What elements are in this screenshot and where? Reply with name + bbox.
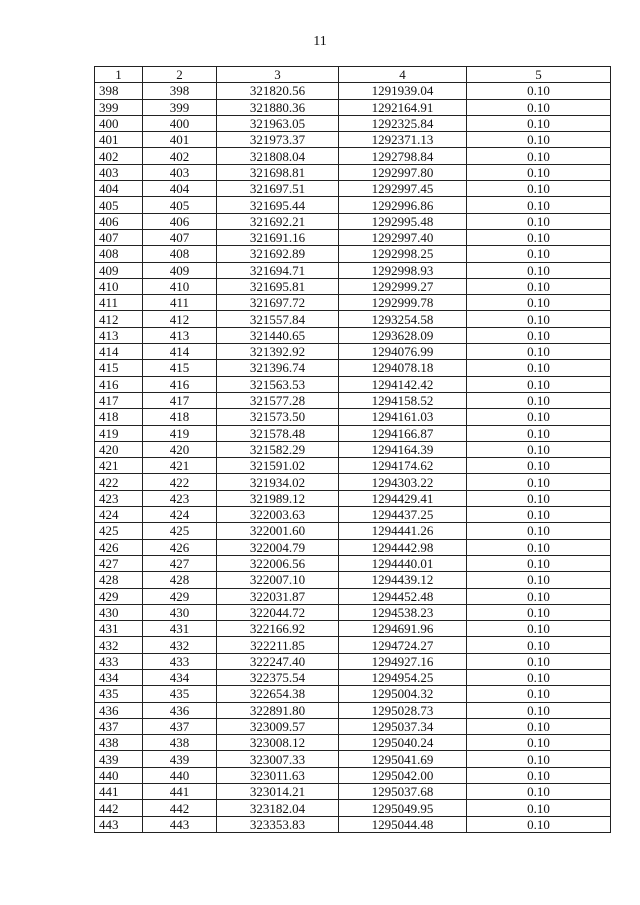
table-cell: 443 [143, 816, 217, 832]
table-row [95, 278, 611, 294]
table-cell: 408 [143, 246, 217, 262]
table-cell: 323353.83 [217, 816, 339, 832]
table-cell: 0.10 [467, 327, 611, 343]
table-cell: 1294429.41 [339, 490, 467, 506]
table-row [95, 441, 611, 457]
table-cell: 1292998.25 [339, 246, 467, 262]
table-cell: 0.10 [467, 213, 611, 229]
table-cell: 441 [95, 784, 143, 800]
table-cell: 321963.05 [217, 115, 339, 131]
table-cell: 0.10 [467, 572, 611, 588]
table-cell: 0.10 [467, 115, 611, 131]
table-cell: 321396.74 [217, 360, 339, 376]
table-header-row [95, 67, 611, 83]
table-cell: 321691.16 [217, 229, 339, 245]
table-cell: 443 [95, 816, 143, 832]
table-cell: 438 [95, 735, 143, 751]
table-cell: 432 [143, 637, 217, 653]
table-row [95, 784, 611, 800]
table-cell: 322007.10 [217, 572, 339, 588]
table-cell: 424 [143, 507, 217, 523]
table-cell: 419 [143, 425, 217, 441]
table-row [95, 376, 611, 392]
table-cell: 323008.12 [217, 735, 339, 751]
table-cell: 1294691.96 [339, 621, 467, 637]
table-cell: 0.10 [467, 148, 611, 164]
table-cell: 437 [143, 718, 217, 734]
table-cell: 322211.85 [217, 637, 339, 653]
table-cell: 1294724.27 [339, 637, 467, 653]
table-cell: 407 [143, 229, 217, 245]
table-cell: 430 [143, 604, 217, 620]
table-cell: 0.10 [467, 816, 611, 832]
table-cell: 1294927.16 [339, 653, 467, 669]
table-cell: 437 [95, 718, 143, 734]
column-header: 5 [467, 67, 611, 83]
table-cell: 415 [95, 360, 143, 376]
table-cell: 428 [95, 572, 143, 588]
table-cell: 421 [95, 458, 143, 474]
table-cell: 1292995.48 [339, 213, 467, 229]
table-row [95, 360, 611, 376]
table-cell: 408 [95, 246, 143, 262]
table-cell: 1294442.98 [339, 539, 467, 555]
table-cell: 0.10 [467, 409, 611, 425]
table-cell: 401 [95, 132, 143, 148]
table-cell: 321880.36 [217, 99, 339, 115]
table-cell: 427 [143, 555, 217, 571]
table-cell: 398 [95, 83, 143, 99]
table-cell: 412 [95, 311, 143, 327]
coordinates-table [94, 66, 611, 833]
table-cell: 425 [143, 523, 217, 539]
table-cell: 420 [95, 441, 143, 457]
table-row [95, 653, 611, 669]
table-cell: 406 [95, 213, 143, 229]
table-cell: 0.10 [467, 751, 611, 767]
table-body [95, 83, 611, 833]
table-cell: 0.10 [467, 458, 611, 474]
table-cell: 402 [95, 148, 143, 164]
table-row [95, 718, 611, 734]
table-cell: 1294452.48 [339, 588, 467, 604]
table-cell: 439 [143, 751, 217, 767]
table-cell: 321692.21 [217, 213, 339, 229]
table-row [95, 800, 611, 816]
table-cell: 440 [95, 767, 143, 783]
table-row [95, 588, 611, 604]
table-cell: 422 [95, 474, 143, 490]
table-cell: 322006.56 [217, 555, 339, 571]
table-cell: 432 [95, 637, 143, 653]
table-cell: 0.10 [467, 262, 611, 278]
table-cell: 321573.50 [217, 409, 339, 425]
table-cell: 0.10 [467, 246, 611, 262]
table-cell: 410 [95, 278, 143, 294]
page-number: 11 [313, 34, 327, 49]
table-row [95, 295, 611, 311]
table-cell: 417 [143, 392, 217, 408]
table-cell: 416 [95, 376, 143, 392]
table-cell: 321820.56 [217, 83, 339, 99]
table-cell: 1292999.78 [339, 295, 467, 311]
table-cell: 322003.63 [217, 507, 339, 523]
table-cell: 415 [143, 360, 217, 376]
table-cell: 321697.51 [217, 181, 339, 197]
table-cell: 1292164.91 [339, 99, 467, 115]
table-cell: 1292997.40 [339, 229, 467, 245]
table-row [95, 392, 611, 408]
table-row [95, 83, 611, 99]
table-cell: 0.10 [467, 376, 611, 392]
table-row [95, 262, 611, 278]
table-cell: 422 [143, 474, 217, 490]
table-cell: 414 [143, 344, 217, 360]
table-cell: 441 [143, 784, 217, 800]
table-row [95, 197, 611, 213]
table-cell: 405 [143, 197, 217, 213]
table-cell: 321591.02 [217, 458, 339, 474]
table-row [95, 735, 611, 751]
table-cell: 429 [143, 588, 217, 604]
table-cell: 403 [143, 164, 217, 180]
table-row [95, 767, 611, 783]
table-cell: 427 [95, 555, 143, 571]
table-cell: 0.10 [467, 604, 611, 620]
table-cell: 435 [143, 686, 217, 702]
table-cell: 0.10 [467, 523, 611, 539]
table-cell: 436 [95, 702, 143, 718]
table-cell: 0.10 [467, 718, 611, 734]
table-cell: 323014.21 [217, 784, 339, 800]
table-cell: 323009.57 [217, 718, 339, 734]
table-cell: 0.10 [467, 360, 611, 376]
table-cell: 407 [95, 229, 143, 245]
table-cell: 1292371.13 [339, 132, 467, 148]
table-row [95, 246, 611, 262]
table-cell: 428 [143, 572, 217, 588]
table-cell: 409 [95, 262, 143, 278]
table-cell: 403 [95, 164, 143, 180]
table-cell: 1295049.95 [339, 800, 467, 816]
table-cell: 0.10 [467, 800, 611, 816]
table-cell: 423 [143, 490, 217, 506]
table-cell: 0.10 [467, 132, 611, 148]
table-cell: 431 [95, 621, 143, 637]
table-cell: 321934.02 [217, 474, 339, 490]
table-row [95, 458, 611, 474]
table-cell: 440 [143, 767, 217, 783]
table-cell: 431 [143, 621, 217, 637]
table-row [95, 751, 611, 767]
table-cell: 414 [95, 344, 143, 360]
table-row [95, 686, 611, 702]
table-cell: 411 [143, 295, 217, 311]
table-row [95, 523, 611, 539]
table-cell: 321695.44 [217, 197, 339, 213]
table-cell: 321392.92 [217, 344, 339, 360]
table-cell: 0.10 [467, 767, 611, 783]
table-cell: 321578.48 [217, 425, 339, 441]
table-cell: 0.10 [467, 669, 611, 685]
table-row [95, 409, 611, 425]
table-cell: 418 [143, 409, 217, 425]
table-cell: 423 [95, 490, 143, 506]
table-cell: 413 [143, 327, 217, 343]
table-cell: 0.10 [467, 474, 611, 490]
table-cell: 0.10 [467, 637, 611, 653]
table-cell: 322891.80 [217, 702, 339, 718]
table-row [95, 702, 611, 718]
table-cell: 434 [95, 669, 143, 685]
table-cell: 1295044.48 [339, 816, 467, 832]
table-row [95, 490, 611, 506]
table-cell: 1294441.26 [339, 523, 467, 539]
table-cell: 1294076.99 [339, 344, 467, 360]
table-cell: 1295041.69 [339, 751, 467, 767]
table-cell: 404 [95, 181, 143, 197]
table-cell: 418 [95, 409, 143, 425]
table-cell: 426 [143, 539, 217, 555]
table-cell: 0.10 [467, 311, 611, 327]
table-cell: 1294164.39 [339, 441, 467, 457]
table-cell: 1294174.62 [339, 458, 467, 474]
table-cell: 0.10 [467, 295, 611, 311]
table-cell: 1294078.18 [339, 360, 467, 376]
table-cell: 398 [143, 83, 217, 99]
table-cell: 399 [95, 99, 143, 115]
table-cell: 1293254.58 [339, 311, 467, 327]
table-cell: 400 [95, 115, 143, 131]
table-cell: 401 [143, 132, 217, 148]
table-cell: 0.10 [467, 588, 611, 604]
table-cell: 321694.71 [217, 262, 339, 278]
table-cell: 406 [143, 213, 217, 229]
table-cell: 321582.29 [217, 441, 339, 457]
table-row [95, 604, 611, 620]
table-cell: 412 [143, 311, 217, 327]
column-header: 4 [339, 67, 467, 83]
table-row [95, 507, 611, 523]
table-cell: 322247.40 [217, 653, 339, 669]
table-cell: 420 [143, 441, 217, 457]
table-cell: 0.10 [467, 539, 611, 555]
table-cell: 1291939.04 [339, 83, 467, 99]
table-row [95, 572, 611, 588]
table-cell: 1292325.84 [339, 115, 467, 131]
table-cell: 321973.37 [217, 132, 339, 148]
table-cell: 410 [143, 278, 217, 294]
table-row [95, 344, 611, 360]
table-cell: 1294440.01 [339, 555, 467, 571]
table-cell: 0.10 [467, 702, 611, 718]
table-cell: 429 [95, 588, 143, 604]
table-row [95, 115, 611, 131]
table-cell: 1294954.25 [339, 669, 467, 685]
table-cell: 321557.84 [217, 311, 339, 327]
table-cell: 323182.04 [217, 800, 339, 816]
table-cell: 321808.04 [217, 148, 339, 164]
table-cell: 321440.65 [217, 327, 339, 343]
table-cell: 411 [95, 295, 143, 311]
coordinates-table-container [94, 66, 610, 833]
column-header: 3 [217, 67, 339, 83]
table-cell: 0.10 [467, 181, 611, 197]
table-cell: 322004.79 [217, 539, 339, 555]
table-row [95, 637, 611, 653]
table-cell: 1292798.84 [339, 148, 467, 164]
table-row [95, 164, 611, 180]
table-cell: 404 [143, 181, 217, 197]
column-header: 1 [95, 67, 143, 83]
table-cell: 1294161.03 [339, 409, 467, 425]
table-cell: 0.10 [467, 735, 611, 751]
table-cell: 322654.38 [217, 686, 339, 702]
table-cell: 405 [95, 197, 143, 213]
table-cell: 1295040.24 [339, 735, 467, 751]
table-cell: 0.10 [467, 164, 611, 180]
table-cell: 416 [143, 376, 217, 392]
table-cell: 1295037.68 [339, 784, 467, 800]
table-cell: 425 [95, 523, 143, 539]
table-cell: 421 [143, 458, 217, 474]
table-cell: 0.10 [467, 621, 611, 637]
table-cell: 0.10 [467, 784, 611, 800]
table-cell: 1294437.25 [339, 507, 467, 523]
table-cell: 426 [95, 539, 143, 555]
table-row [95, 327, 611, 343]
table-cell: 321698.81 [217, 164, 339, 180]
table-cell: 417 [95, 392, 143, 408]
table-row [95, 474, 611, 490]
table-cell: 321692.89 [217, 246, 339, 262]
table-cell: 1292998.93 [339, 262, 467, 278]
table-row [95, 555, 611, 571]
table-cell: 424 [95, 507, 143, 523]
table-cell: 1294158.52 [339, 392, 467, 408]
table-row [95, 148, 611, 164]
table-cell: 433 [95, 653, 143, 669]
table-row [95, 181, 611, 197]
table-cell: 323007.33 [217, 751, 339, 767]
table-cell: 1295037.34 [339, 718, 467, 734]
table-cell: 1294166.87 [339, 425, 467, 441]
table-cell: 0.10 [467, 507, 611, 523]
table-row [95, 669, 611, 685]
table-cell: 1293628.09 [339, 327, 467, 343]
table-cell: 0.10 [467, 229, 611, 245]
table-cell: 1294303.22 [339, 474, 467, 490]
table-cell: 0.10 [467, 441, 611, 457]
table-cell: 439 [95, 751, 143, 767]
table-cell: 1292996.86 [339, 197, 467, 213]
table-row [95, 539, 611, 555]
table-row [95, 229, 611, 245]
table-cell: 430 [95, 604, 143, 620]
table-cell: 0.10 [467, 555, 611, 571]
table-cell: 438 [143, 735, 217, 751]
table-cell: 413 [95, 327, 143, 343]
table-cell: 434 [143, 669, 217, 685]
table-cell: 435 [95, 686, 143, 702]
table-cell: 321577.28 [217, 392, 339, 408]
table-cell: 442 [95, 800, 143, 816]
table-row [95, 425, 611, 441]
table-cell: 0.10 [467, 278, 611, 294]
table-cell: 433 [143, 653, 217, 669]
table-row [95, 621, 611, 637]
table-cell: 1295004.32 [339, 686, 467, 702]
table-cell: 399 [143, 99, 217, 115]
table-row [95, 213, 611, 229]
table-cell: 323011.63 [217, 767, 339, 783]
table-cell: 0.10 [467, 653, 611, 669]
table-cell: 402 [143, 148, 217, 164]
table-cell: 322375.54 [217, 669, 339, 685]
table-cell: 1294142.42 [339, 376, 467, 392]
table-row [95, 99, 611, 115]
table-cell: 0.10 [467, 197, 611, 213]
table-cell: 0.10 [467, 392, 611, 408]
table-cell: 322166.92 [217, 621, 339, 637]
table-cell: 0.10 [467, 99, 611, 115]
table-cell: 400 [143, 115, 217, 131]
table-cell: 322031.87 [217, 588, 339, 604]
column-header: 2 [143, 67, 217, 83]
table-cell: 0.10 [467, 83, 611, 99]
table-cell: 442 [143, 800, 217, 816]
table-cell: 1292997.45 [339, 181, 467, 197]
table-cell: 0.10 [467, 425, 611, 441]
table-cell: 322044.72 [217, 604, 339, 620]
table-cell: 436 [143, 702, 217, 718]
table-row [95, 132, 611, 148]
table-cell: 409 [143, 262, 217, 278]
table-cell: 321563.53 [217, 376, 339, 392]
table-cell: 1295028.73 [339, 702, 467, 718]
table-cell: 1292997.80 [339, 164, 467, 180]
table-cell: 321989.12 [217, 490, 339, 506]
table-cell: 1294538.23 [339, 604, 467, 620]
table-cell: 1295042.00 [339, 767, 467, 783]
table-cell: 0.10 [467, 490, 611, 506]
table-cell: 0.10 [467, 344, 611, 360]
table-cell: 0.10 [467, 686, 611, 702]
table-row [95, 311, 611, 327]
table-row [95, 816, 611, 832]
table-cell: 419 [95, 425, 143, 441]
table-cell: 1292999.27 [339, 278, 467, 294]
table-cell: 322001.60 [217, 523, 339, 539]
table-cell: 321695.81 [217, 278, 339, 294]
table-cell: 1294439.12 [339, 572, 467, 588]
table-cell: 321697.72 [217, 295, 339, 311]
